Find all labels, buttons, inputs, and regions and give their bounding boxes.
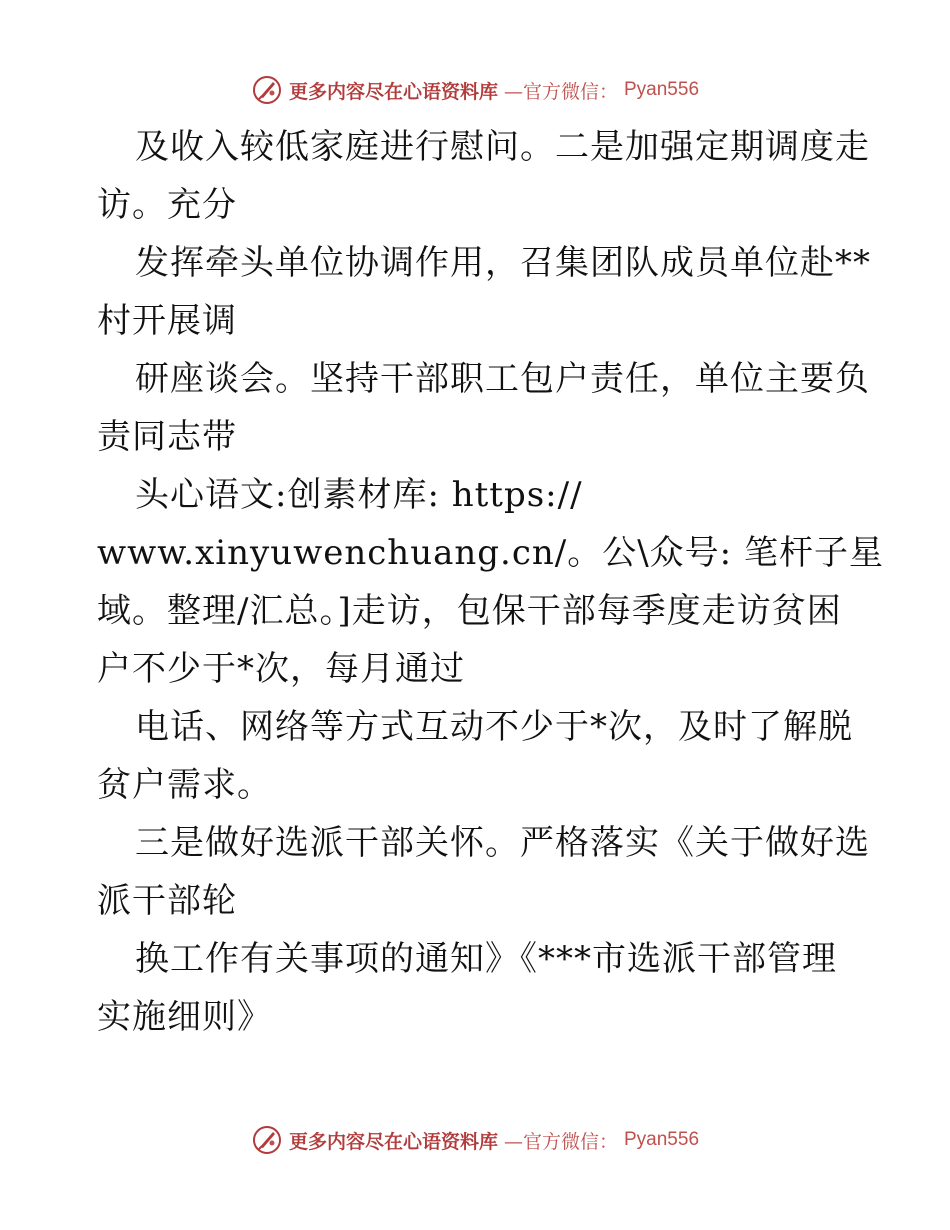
quill-pen-logo-icon	[251, 1124, 283, 1156]
header-banner-subtitle: —官方微信：	[503, 80, 618, 103]
footer-banner-title: 更多内容尽在心语资料库	[288, 1130, 498, 1153]
page-header	[0, 72, 950, 108]
body-line: 域。整理/汇总。]走访，包保干部每季度走访贫困	[97, 591, 842, 631]
header-banner-title: 更多内容尽在心语资料库	[288, 80, 498, 103]
header-wechat-id: Pyan556	[624, 79, 700, 100]
body-line: 换工作有关事项的通知》《***市选派干部管理	[135, 939, 837, 979]
body-line: 发挥牵头单位协调作用，召集团队成员单位赴**	[135, 243, 871, 283]
body-line: 三是做好选派干部关怀。严格落实《关于做好选	[135, 823, 870, 863]
body-line: 贫户需求。	[97, 765, 272, 805]
body-line: 头心语文:创素材库: https://	[135, 475, 583, 515]
body-line: 研座谈会。坚持干部职工包户责任，单位主要负	[135, 359, 870, 399]
body-line: 户不少于*次，每月通过	[97, 649, 465, 689]
body-line: 责同志带	[97, 417, 237, 457]
body-line: 实施细则》	[97, 997, 272, 1037]
body-line: 派干部轮	[97, 881, 237, 921]
footer-banner	[251, 1124, 699, 1156]
quill-pen-logo-icon	[251, 74, 283, 106]
footer-banner-subtitle: —官方微信：	[503, 1130, 618, 1153]
body-line: 电话、网络等方式互动不少于*次，及时了解脱	[135, 707, 853, 747]
header-banner	[251, 74, 699, 106]
body-line: www.xinyuwenchuang.cn/。公\众号: 笔杆子星	[97, 533, 884, 573]
body-line: 访。充分	[97, 185, 237, 225]
body-line: 村开展调	[97, 301, 237, 341]
body-line: 及收入较低家庭进行慰问。二是加强定期调度走	[135, 127, 870, 167]
page-footer	[0, 1122, 950, 1158]
document-body	[97, 118, 884, 1046]
footer-wechat-id: Pyan556	[624, 1129, 700, 1150]
